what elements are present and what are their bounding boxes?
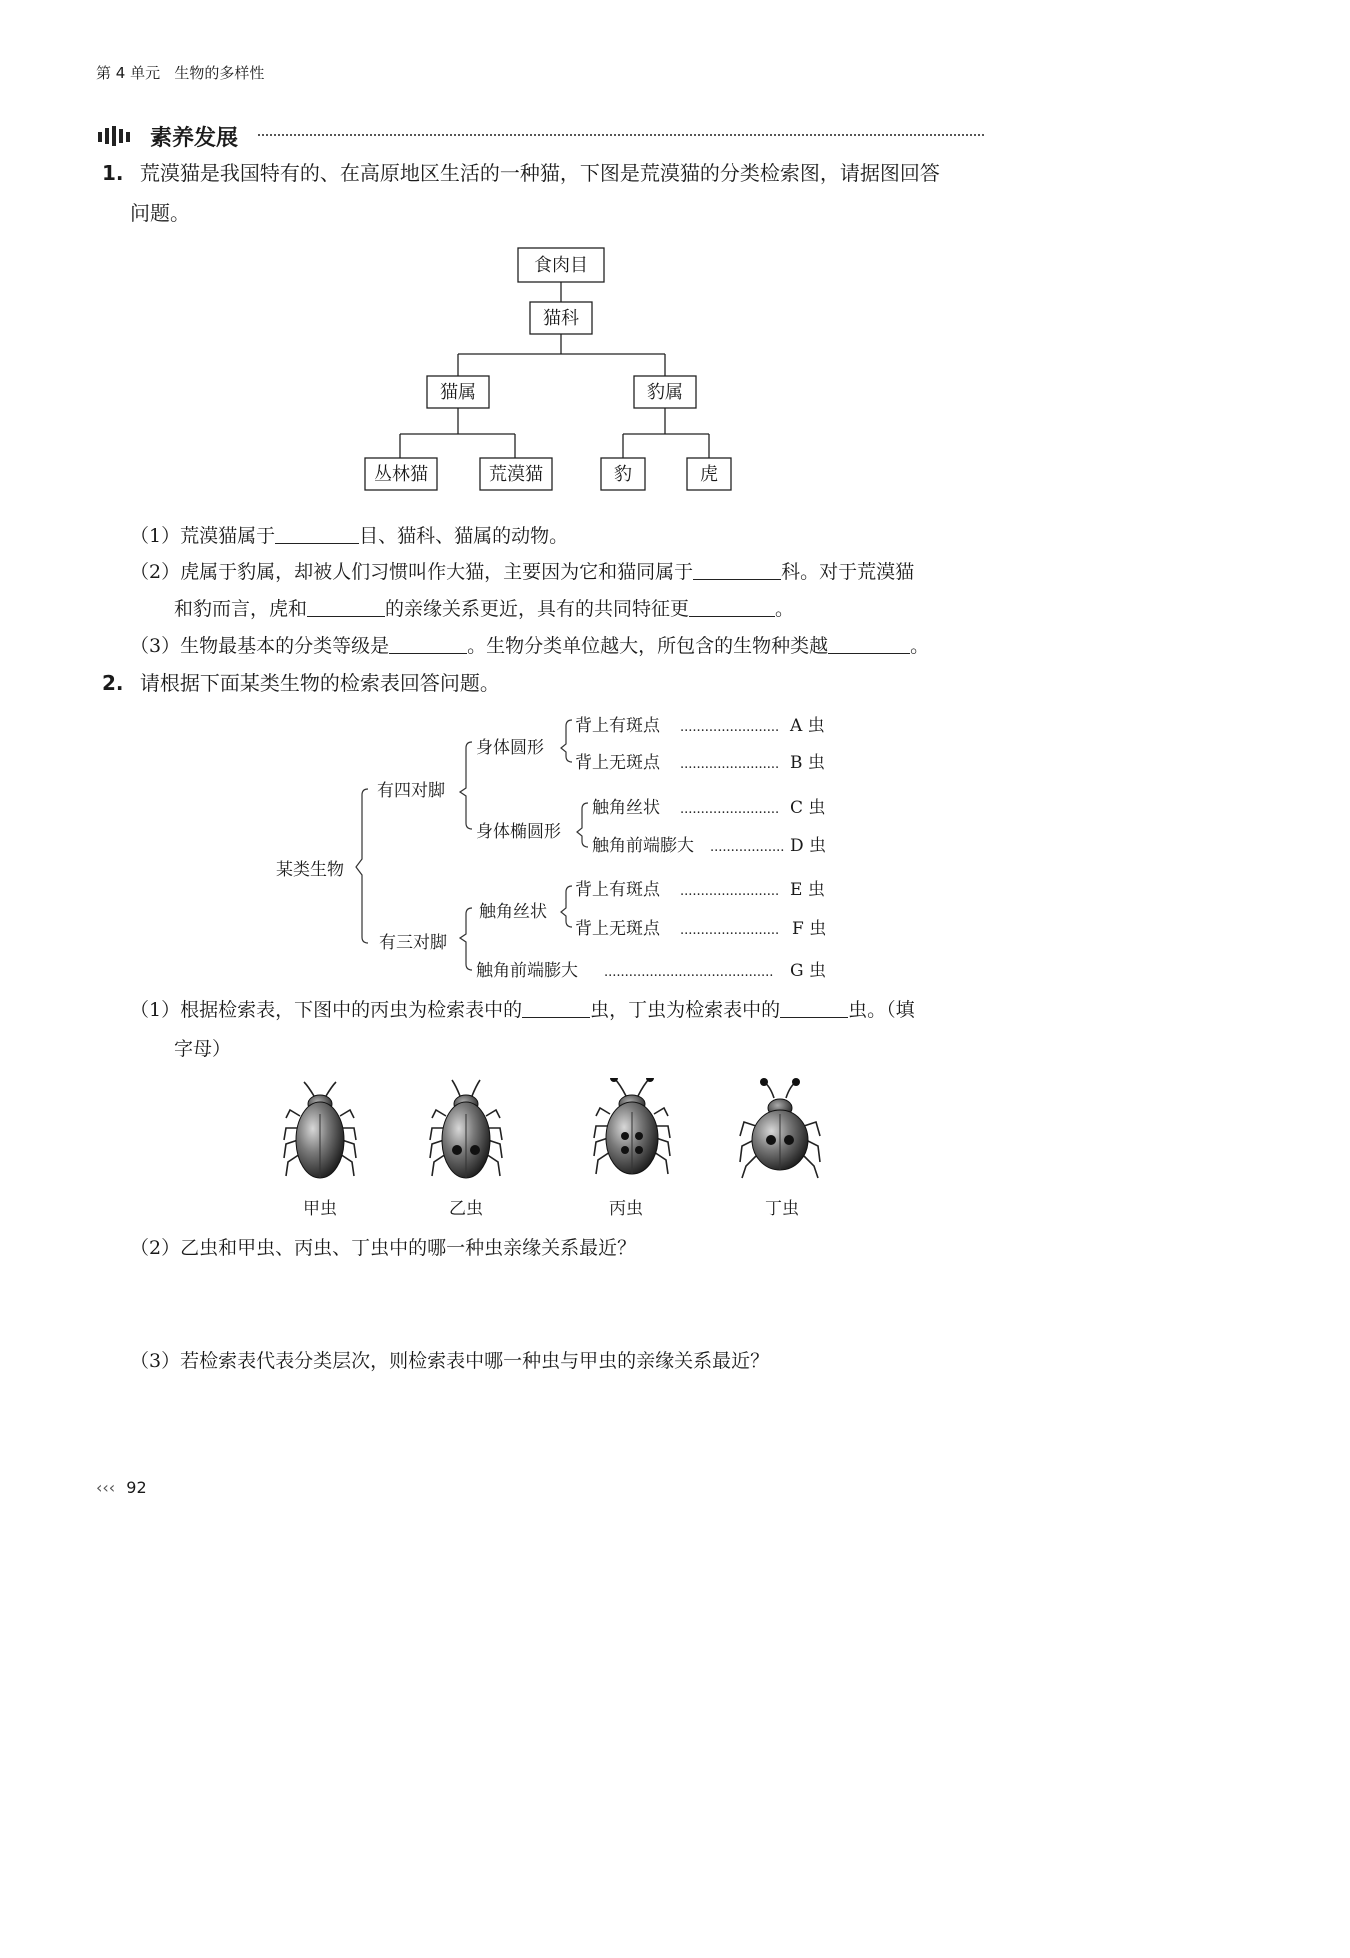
- q2-sub1-text-b: 虫，丁虫为检索表中的: [590, 999, 781, 1021]
- q2-sub1-num: （1）: [130, 999, 181, 1021]
- q2-line: [102, 666, 500, 700]
- q2-number: 2.: [102, 671, 124, 695]
- section-dotted-rule: [258, 134, 984, 136]
- node-leopard-label: 豹: [614, 464, 632, 485]
- key-leaf-g-result: G 虫: [790, 961, 826, 981]
- q1-sub1-blank[interactable]: [275, 542, 359, 544]
- q1-sub2-text-e: 。: [775, 598, 795, 620]
- node-desert-cat-label: 荒漠猫: [489, 464, 543, 485]
- node-genus-leopard-label: 豹属: [647, 382, 683, 403]
- q1-sub3-blank2[interactable]: [828, 652, 910, 654]
- q1-text-line1: 荒漠猫是我国特有的、在高原地区生活的一种猫，下图是荒漠猫的分类检索图，请据图回答: [139, 161, 940, 185]
- q1-sub2-line1: [130, 557, 914, 584]
- q1-sub3: [130, 631, 929, 658]
- key-leaf-e-label: 背上有斑点: [575, 880, 660, 900]
- q2-sub1-text-c: 虫。（填: [848, 999, 915, 1021]
- q2-sub1-line2: 字母）: [174, 1038, 232, 1060]
- q2-text: 请根据下面某类生物的检索表回答问题。: [139, 671, 500, 695]
- unit-title: 生物的多样性: [174, 64, 265, 82]
- q1-sub1-text-a: 荒漠猫属于: [180, 525, 276, 547]
- q2-sub3-num: （3）: [130, 1350, 181, 1372]
- key-leaf-d-result: D 虫: [790, 836, 827, 856]
- page-header: [96, 62, 264, 83]
- q1-sub2-blank1[interactable]: [693, 578, 781, 580]
- key-leaf-b-label: 背上无斑点: [575, 753, 660, 773]
- q2-sub2: [130, 1233, 636, 1260]
- q2-sub1-blank1[interactable]: [522, 1016, 590, 1018]
- q2-sub2-text: 乙虫和甲虫、丙虫、丁虫中的哪一种虫亲缘关系最近？: [180, 1237, 637, 1259]
- bug-bing-icon: [594, 1078, 670, 1174]
- key-leaf-b-dots: ........................: [680, 757, 780, 772]
- q1-sub3-text-a: 生物最基本的分类等级是: [180, 635, 390, 657]
- bug-yi-label: 乙虫: [449, 1199, 483, 1219]
- bug-ding-icon: [740, 1078, 820, 1178]
- q1-text-line2: 问题。: [130, 201, 190, 225]
- cat-classification-tree: [340, 240, 760, 496]
- q2-sub1-text-a: 根据检索表，下图中的丙虫为检索表中的: [180, 999, 523, 1021]
- q2-sub1-blank2[interactable]: [780, 1016, 848, 1018]
- q2-sub3: [130, 1346, 769, 1373]
- q1-sub2-blank3[interactable]: [689, 615, 775, 617]
- bug-yi-icon: [430, 1080, 502, 1178]
- q1-sub3-num: （3）: [130, 635, 181, 657]
- key-leaf-a-label: 背上有斑点: [575, 716, 660, 736]
- q2-sub2-num: （2）: [130, 1237, 181, 1259]
- bug-bing-label: 丙虫: [609, 1199, 643, 1219]
- q1-sub3-text-b: 。生物分类单位越大，所包含的生物种类越: [467, 635, 829, 657]
- key-leaf-b-result-text: B 虫: [790, 753, 825, 773]
- section-title: 素养发展: [150, 126, 239, 151]
- q1-sub1-text-b: 目、猫科、猫属的动物。: [359, 525, 569, 547]
- section-bars-icon: [98, 126, 142, 146]
- dichotomous-key: [0, 700, 1080, 990]
- key-leaf-a-dots: ........................: [680, 720, 780, 735]
- key-round-body: 身体圆形: [476, 738, 544, 758]
- key-leaf-e-dots: ........................: [680, 884, 780, 899]
- q1-sub2-num: （2）: [130, 561, 181, 583]
- q1-number: 1.: [102, 161, 124, 185]
- q2-sub1-line1: [130, 995, 915, 1022]
- q1-sub2-text-d: 的亲缘关系更近，具有的共同特征更: [385, 598, 690, 620]
- key-leaf-f-label: 背上无斑点: [575, 919, 660, 939]
- node-order-label: 食肉目: [534, 255, 588, 276]
- page-footer: [96, 1478, 147, 1497]
- q2-sub3-text: 若检索表代表分类层次，则检索表中哪一种虫与甲虫的亲缘关系最近？: [180, 1350, 770, 1372]
- node-genus-cat-label: 猫属: [440, 382, 476, 403]
- key-oval-body: 身体椭圆形: [476, 822, 561, 842]
- node-family-label: 猫科: [543, 308, 579, 329]
- page-number: 92: [126, 1478, 147, 1497]
- q1-sub2-text-c: 和豹而言，虎和: [174, 598, 308, 620]
- key-three-legs: 有三对脚: [379, 933, 447, 953]
- q1-sub2-blank2[interactable]: [307, 615, 385, 617]
- q1-sub2-line2: [174, 594, 794, 621]
- key-root: 某类生物: [276, 860, 344, 880]
- key-leaf-d-label: 触角前端膨大: [592, 836, 694, 856]
- key-leaf-d-dots: ..................: [710, 840, 785, 855]
- key-leaf-a-result: A 虫: [790, 716, 825, 736]
- key-leaf-c-result: C 虫: [790, 798, 826, 818]
- key-four-legs: 有四对脚: [377, 781, 445, 801]
- q1-sub1: [130, 521, 568, 548]
- key-filiform-antenna: 触角丝状: [479, 902, 547, 922]
- q1-sub2-text-a: 虎属于豹属，却被人们习惯叫作大猫，主要因为它和猫同属于: [180, 561, 694, 583]
- q1-line1: [102, 156, 940, 190]
- bug-jia-icon: [284, 1082, 356, 1178]
- bug-ding-label: 丁虫: [765, 1199, 799, 1219]
- key-leaf-f-result: F 虫: [792, 919, 827, 939]
- key-leaf-c-label: 触角丝状: [592, 798, 660, 818]
- key-leaf-g-dots: .........................................: [604, 965, 774, 980]
- q1-sub3-blank1[interactable]: [389, 652, 467, 654]
- node-jungle-cat-label: 丛林猫: [374, 464, 428, 485]
- bug-illustrations: [270, 1078, 840, 1224]
- bug-jia-label: 甲虫: [303, 1199, 337, 1219]
- unit-label: 第 4 单元: [96, 64, 161, 82]
- q1-sub3-text-c: 。: [910, 635, 930, 657]
- key-leaf-f-dots: ........................: [680, 923, 780, 938]
- key-club-antenna: 触角前端膨大: [476, 961, 578, 981]
- q1-sub2-text-b: 科。对于荒漠猫: [781, 561, 915, 583]
- node-tiger-label: 虎: [700, 464, 718, 485]
- key-leaf-e-result: E 虫: [790, 880, 825, 900]
- key-leaf-c-dots: ........................: [680, 802, 780, 817]
- q1-sub1-num: （1）: [130, 525, 181, 547]
- page-marks: ‹‹‹: [96, 1478, 116, 1497]
